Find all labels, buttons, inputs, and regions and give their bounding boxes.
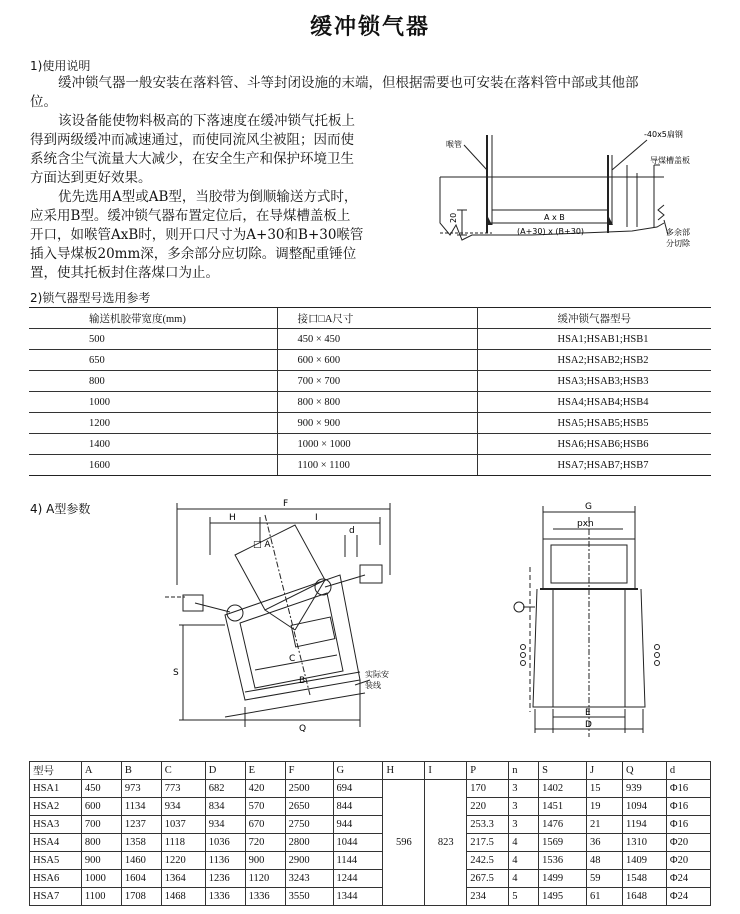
table-cell: 570 bbox=[245, 798, 285, 816]
dim-I: I bbox=[315, 513, 318, 523]
table-cell: HSA2 bbox=[30, 798, 82, 816]
table-row bbox=[30, 852, 711, 870]
table-cell: 1236 bbox=[205, 870, 245, 888]
table-cell: 220 bbox=[467, 798, 509, 816]
table-cell: 1220 bbox=[161, 852, 205, 870]
usage-paragraph-1-line-1: 缓冲锁气器一般安装在落料管、斗等封闭设施的末端，但根据需要也可安装在落料管中部或其他部 bbox=[58, 75, 639, 91]
table-cell: 450 × 450 bbox=[277, 329, 477, 350]
table-cell: 36 bbox=[587, 834, 623, 852]
table-cell: 944 bbox=[333, 816, 383, 834]
table-cell: 1364 bbox=[161, 870, 205, 888]
merged-cell-I: 823 bbox=[425, 780, 467, 906]
dim-d: d bbox=[349, 526, 355, 536]
table-cell: 1336 bbox=[245, 888, 285, 906]
table-cell: 773 bbox=[161, 780, 205, 798]
table-cell: 1495 bbox=[539, 888, 587, 906]
table-cell: 2800 bbox=[285, 834, 333, 852]
merged-cell-H: 596 bbox=[383, 780, 425, 906]
table-cell: 1036 bbox=[205, 834, 245, 852]
section-model-heading: 2)锁气器型号选用参考 bbox=[30, 291, 151, 305]
table-cell: 1200 bbox=[29, 413, 277, 434]
table-cell: 3550 bbox=[285, 888, 333, 906]
table-header-cell: E bbox=[245, 762, 285, 780]
table-cell: 1476 bbox=[539, 816, 587, 834]
section-usage-heading: 1)使用说明 bbox=[30, 59, 91, 73]
table-cell: HSA3 bbox=[30, 816, 82, 834]
a-type-parameter-table bbox=[29, 761, 711, 906]
model-selection-table bbox=[29, 307, 711, 476]
table-cell: 700 bbox=[81, 816, 121, 834]
table-header-cell: F bbox=[285, 762, 333, 780]
installation-detail-figure bbox=[432, 115, 724, 265]
table-header-cell: Q bbox=[622, 762, 666, 780]
label-cover-plate: 导煤槽盖板 bbox=[650, 156, 690, 165]
section-a-type-heading: 4) A型参数 bbox=[30, 502, 91, 516]
table-cell: 720 bbox=[245, 834, 285, 852]
table-cell: 5 bbox=[509, 888, 539, 906]
table-cell: HSA7 bbox=[30, 888, 82, 906]
table-cell: 800 × 800 bbox=[277, 392, 477, 413]
table-cell: 694 bbox=[333, 780, 383, 798]
table-cell: 600 × 600 bbox=[277, 350, 477, 371]
dim-F: F bbox=[283, 499, 289, 509]
usage-paragraph-3-line-5: 置，使其托板封住落煤口为止。 bbox=[30, 265, 219, 281]
table-row bbox=[30, 798, 711, 816]
table-cell: 1548 bbox=[622, 870, 666, 888]
label-throat-size: A x B bbox=[544, 213, 565, 222]
a-type-front-view-figure bbox=[165, 495, 425, 740]
table-cell: 1144 bbox=[333, 852, 383, 870]
table-cell: HSA2;HSAB2;HSB2 bbox=[477, 350, 711, 371]
table-cell: 1499 bbox=[539, 870, 587, 888]
table-cell: 2650 bbox=[285, 798, 333, 816]
label-opening-size: (A+30) x (B+30) bbox=[517, 227, 585, 236]
table-cell: 1037 bbox=[161, 816, 205, 834]
table-cell: 600 bbox=[81, 798, 121, 816]
table-cell: 3 bbox=[509, 798, 539, 816]
table-row bbox=[29, 434, 711, 455]
label-depth-20: 20 bbox=[449, 212, 458, 223]
table-cell: 1244 bbox=[333, 870, 383, 888]
table-cell: 1044 bbox=[333, 834, 383, 852]
table-cell: HSA1;HSAB1;HSB1 bbox=[477, 329, 711, 350]
table-cell: 900 × 900 bbox=[277, 413, 477, 434]
table-cell: 1000 × 1000 bbox=[277, 434, 477, 455]
table-cell: 3 bbox=[509, 816, 539, 834]
table-cell: 500 bbox=[29, 329, 277, 350]
table-cell: Φ20 bbox=[666, 834, 710, 852]
table-cell: 670 bbox=[245, 816, 285, 834]
table-header-cell: S bbox=[539, 762, 587, 780]
table-cell: 450 bbox=[81, 780, 121, 798]
table-cell: 1708 bbox=[121, 888, 161, 906]
table-cell: 700 × 700 bbox=[277, 371, 477, 392]
table-row bbox=[30, 870, 711, 888]
table-cell: 1409 bbox=[622, 852, 666, 870]
table-cell: 1100 bbox=[81, 888, 121, 906]
table-cell: 1400 bbox=[29, 434, 277, 455]
table-header-cell: C bbox=[161, 762, 205, 780]
table-cell: 973 bbox=[121, 780, 161, 798]
table-header-cell: 输送机胶带宽度(mm) bbox=[29, 308, 277, 329]
table-header-cell: D bbox=[205, 762, 245, 780]
table-cell: 2750 bbox=[285, 816, 333, 834]
table-cell: 3243 bbox=[285, 870, 333, 888]
table-cell: 1120 bbox=[245, 870, 285, 888]
table-cell: 1118 bbox=[161, 834, 205, 852]
table-cell: Φ24 bbox=[666, 870, 710, 888]
table-cell: 834 bbox=[205, 798, 245, 816]
table-cell: 1194 bbox=[622, 816, 666, 834]
table-cell: 1460 bbox=[121, 852, 161, 870]
a-type-side-view-figure bbox=[505, 497, 670, 742]
table-cell: HSA1 bbox=[30, 780, 82, 798]
table-cell: HSA7;HSAB7;HSB7 bbox=[477, 455, 711, 476]
table-cell: 3 bbox=[509, 780, 539, 798]
dim-D: D bbox=[585, 720, 592, 730]
table-cell: 1604 bbox=[121, 870, 161, 888]
table-cell: Φ16 bbox=[666, 798, 710, 816]
table-cell: 900 bbox=[81, 852, 121, 870]
dim-B: B bbox=[299, 676, 306, 686]
table-cell: Φ20 bbox=[666, 852, 710, 870]
table-cell: HSA6 bbox=[30, 870, 82, 888]
table-cell: HSA3;HSAB3;HSB3 bbox=[477, 371, 711, 392]
table-cell: 1310 bbox=[622, 834, 666, 852]
usage-paragraph-3-line-4: 插入导煤板20mm深，多余部分应切除。调整配重锤位 bbox=[30, 246, 357, 262]
dim-E: E bbox=[585, 708, 591, 718]
table-header-cell: J bbox=[587, 762, 623, 780]
table-cell: 844 bbox=[333, 798, 383, 816]
table-cell: 1536 bbox=[539, 852, 587, 870]
table-cell: 170 bbox=[467, 780, 509, 798]
table-cell: 1569 bbox=[539, 834, 587, 852]
usage-paragraph-2-line-1: 该设备能使物料极高的下落速度在缓冲锁气托板上 bbox=[58, 113, 355, 129]
table-cell: 2500 bbox=[285, 780, 333, 798]
table-header-cell: 型号 bbox=[30, 762, 82, 780]
table-cell: 234 bbox=[467, 888, 509, 906]
label-throat: 喉管 bbox=[446, 140, 462, 149]
table-cell: 2900 bbox=[285, 852, 333, 870]
usage-paragraph-2-line-4: 方面达到更好效果。 bbox=[30, 170, 152, 186]
table-cell: 21 bbox=[587, 816, 623, 834]
table-header-cell: B bbox=[121, 762, 161, 780]
table-cell: 1000 bbox=[29, 392, 277, 413]
table-cell: HSA5 bbox=[30, 852, 82, 870]
table-header-cell: H bbox=[383, 762, 425, 780]
table-header-row bbox=[29, 308, 711, 329]
table-cell: 1136 bbox=[205, 852, 245, 870]
dim-A: □ A bbox=[253, 540, 271, 550]
table-cell: HSA4 bbox=[30, 834, 82, 852]
table-cell: 61 bbox=[587, 888, 623, 906]
usage-paragraph-1 bbox=[30, 74, 730, 112]
table-cell: 900 bbox=[245, 852, 285, 870]
table-cell: Φ24 bbox=[666, 888, 710, 906]
table-cell: 420 bbox=[245, 780, 285, 798]
table-cell: 1094 bbox=[622, 798, 666, 816]
table-cell: 4 bbox=[509, 834, 539, 852]
dim-S: S bbox=[173, 668, 179, 678]
table-row bbox=[29, 350, 711, 371]
table-cell: Φ16 bbox=[666, 816, 710, 834]
page-title: 缓冲锁气器 bbox=[309, 14, 430, 40]
label-install-1: 实际安 bbox=[365, 670, 389, 679]
table-cell: 253.3 bbox=[467, 816, 509, 834]
table-cell: 1237 bbox=[121, 816, 161, 834]
usage-paragraph-3-line-3: 开口，如喉管AxB时，则开口尺寸为A+30和B+30喉管 bbox=[30, 227, 364, 243]
table-row bbox=[29, 371, 711, 392]
label-flat-steel: -40x5扁钢 bbox=[644, 130, 683, 139]
table-row bbox=[29, 329, 711, 350]
table-cell: 48 bbox=[587, 852, 623, 870]
table-cell: 242.5 bbox=[467, 852, 509, 870]
dim-Q: Q bbox=[299, 724, 307, 734]
label-install-2: 装线 bbox=[365, 681, 381, 690]
table-header-cell: P bbox=[467, 762, 509, 780]
usage-paragraph-3-line-1: 优先选用A型或AB型，当胶带为倒顺输送方式时， bbox=[58, 189, 358, 205]
table-cell: 1336 bbox=[205, 888, 245, 906]
table-row bbox=[29, 392, 711, 413]
table-cell: 1451 bbox=[539, 798, 587, 816]
table-cell: HSA4;HSAB4;HSB4 bbox=[477, 392, 711, 413]
table-cell: HSA6;HSAB6;HSB6 bbox=[477, 434, 711, 455]
table-row bbox=[30, 816, 711, 834]
usage-paragraph-1-line-2: 位。 bbox=[30, 94, 57, 110]
usage-paragraph-3-line-2: 应采用B型。缓冲锁气器布置定位后，在导煤槽盖板上 bbox=[30, 208, 351, 224]
table-cell: 267.5 bbox=[467, 870, 509, 888]
dim-pxn: pxn bbox=[577, 519, 594, 529]
table-cell: Φ16 bbox=[666, 780, 710, 798]
table-header-row bbox=[30, 762, 711, 780]
table-cell: 15 bbox=[587, 780, 623, 798]
table-row bbox=[30, 888, 711, 906]
table-cell: 650 bbox=[29, 350, 277, 371]
table-cell: 1344 bbox=[333, 888, 383, 906]
table-cell: 19 bbox=[587, 798, 623, 816]
label-excess-1: 多余部 bbox=[666, 228, 690, 237]
table-cell: 934 bbox=[161, 798, 205, 816]
table-cell: 1468 bbox=[161, 888, 205, 906]
table-header-cell: n bbox=[509, 762, 539, 780]
table-header-cell: A bbox=[81, 762, 121, 780]
table-cell: 4 bbox=[509, 852, 539, 870]
table-row bbox=[30, 780, 711, 798]
table-cell: 1600 bbox=[29, 455, 277, 476]
dim-H: H bbox=[229, 513, 236, 523]
table-cell: 1100 × 1100 bbox=[277, 455, 477, 476]
table-header-cell: G bbox=[333, 762, 383, 780]
table-row bbox=[30, 834, 711, 852]
table-cell: 934 bbox=[205, 816, 245, 834]
usage-paragraph-3 bbox=[30, 188, 430, 283]
table-header-cell: 缓冲锁气器型号 bbox=[477, 308, 711, 329]
usage-paragraph-2-line-2: 得到两级缓冲而减速通过，而使同流风尘被阻；因而使 bbox=[30, 132, 354, 148]
table-header-cell: I bbox=[425, 762, 467, 780]
dim-G: G bbox=[585, 502, 592, 512]
table-row bbox=[29, 455, 711, 476]
table-cell: 939 bbox=[622, 780, 666, 798]
table-row bbox=[29, 413, 711, 434]
usage-paragraph-2 bbox=[30, 112, 430, 188]
table-cell: 1648 bbox=[622, 888, 666, 906]
dim-C: C bbox=[289, 654, 296, 664]
table-header-cell: d bbox=[666, 762, 710, 780]
table-cell: 217.5 bbox=[467, 834, 509, 852]
table-cell: 1402 bbox=[539, 780, 587, 798]
table-cell: HSA5;HSAB5;HSB5 bbox=[477, 413, 711, 434]
table-cell: 1000 bbox=[81, 870, 121, 888]
table-header-cell: 接口□A尺寸 bbox=[277, 308, 477, 329]
table-cell: 682 bbox=[205, 780, 245, 798]
usage-paragraph-2-line-3: 系统含尘气流量大大减少，在安全生产和保护环境卫生 bbox=[30, 151, 354, 167]
table-cell: 59 bbox=[587, 870, 623, 888]
table-cell: 1134 bbox=[121, 798, 161, 816]
table-cell: 800 bbox=[29, 371, 277, 392]
table-cell: 4 bbox=[509, 870, 539, 888]
table-cell: 800 bbox=[81, 834, 121, 852]
table-cell: 1358 bbox=[121, 834, 161, 852]
label-excess-2: 分切除 bbox=[666, 239, 690, 248]
